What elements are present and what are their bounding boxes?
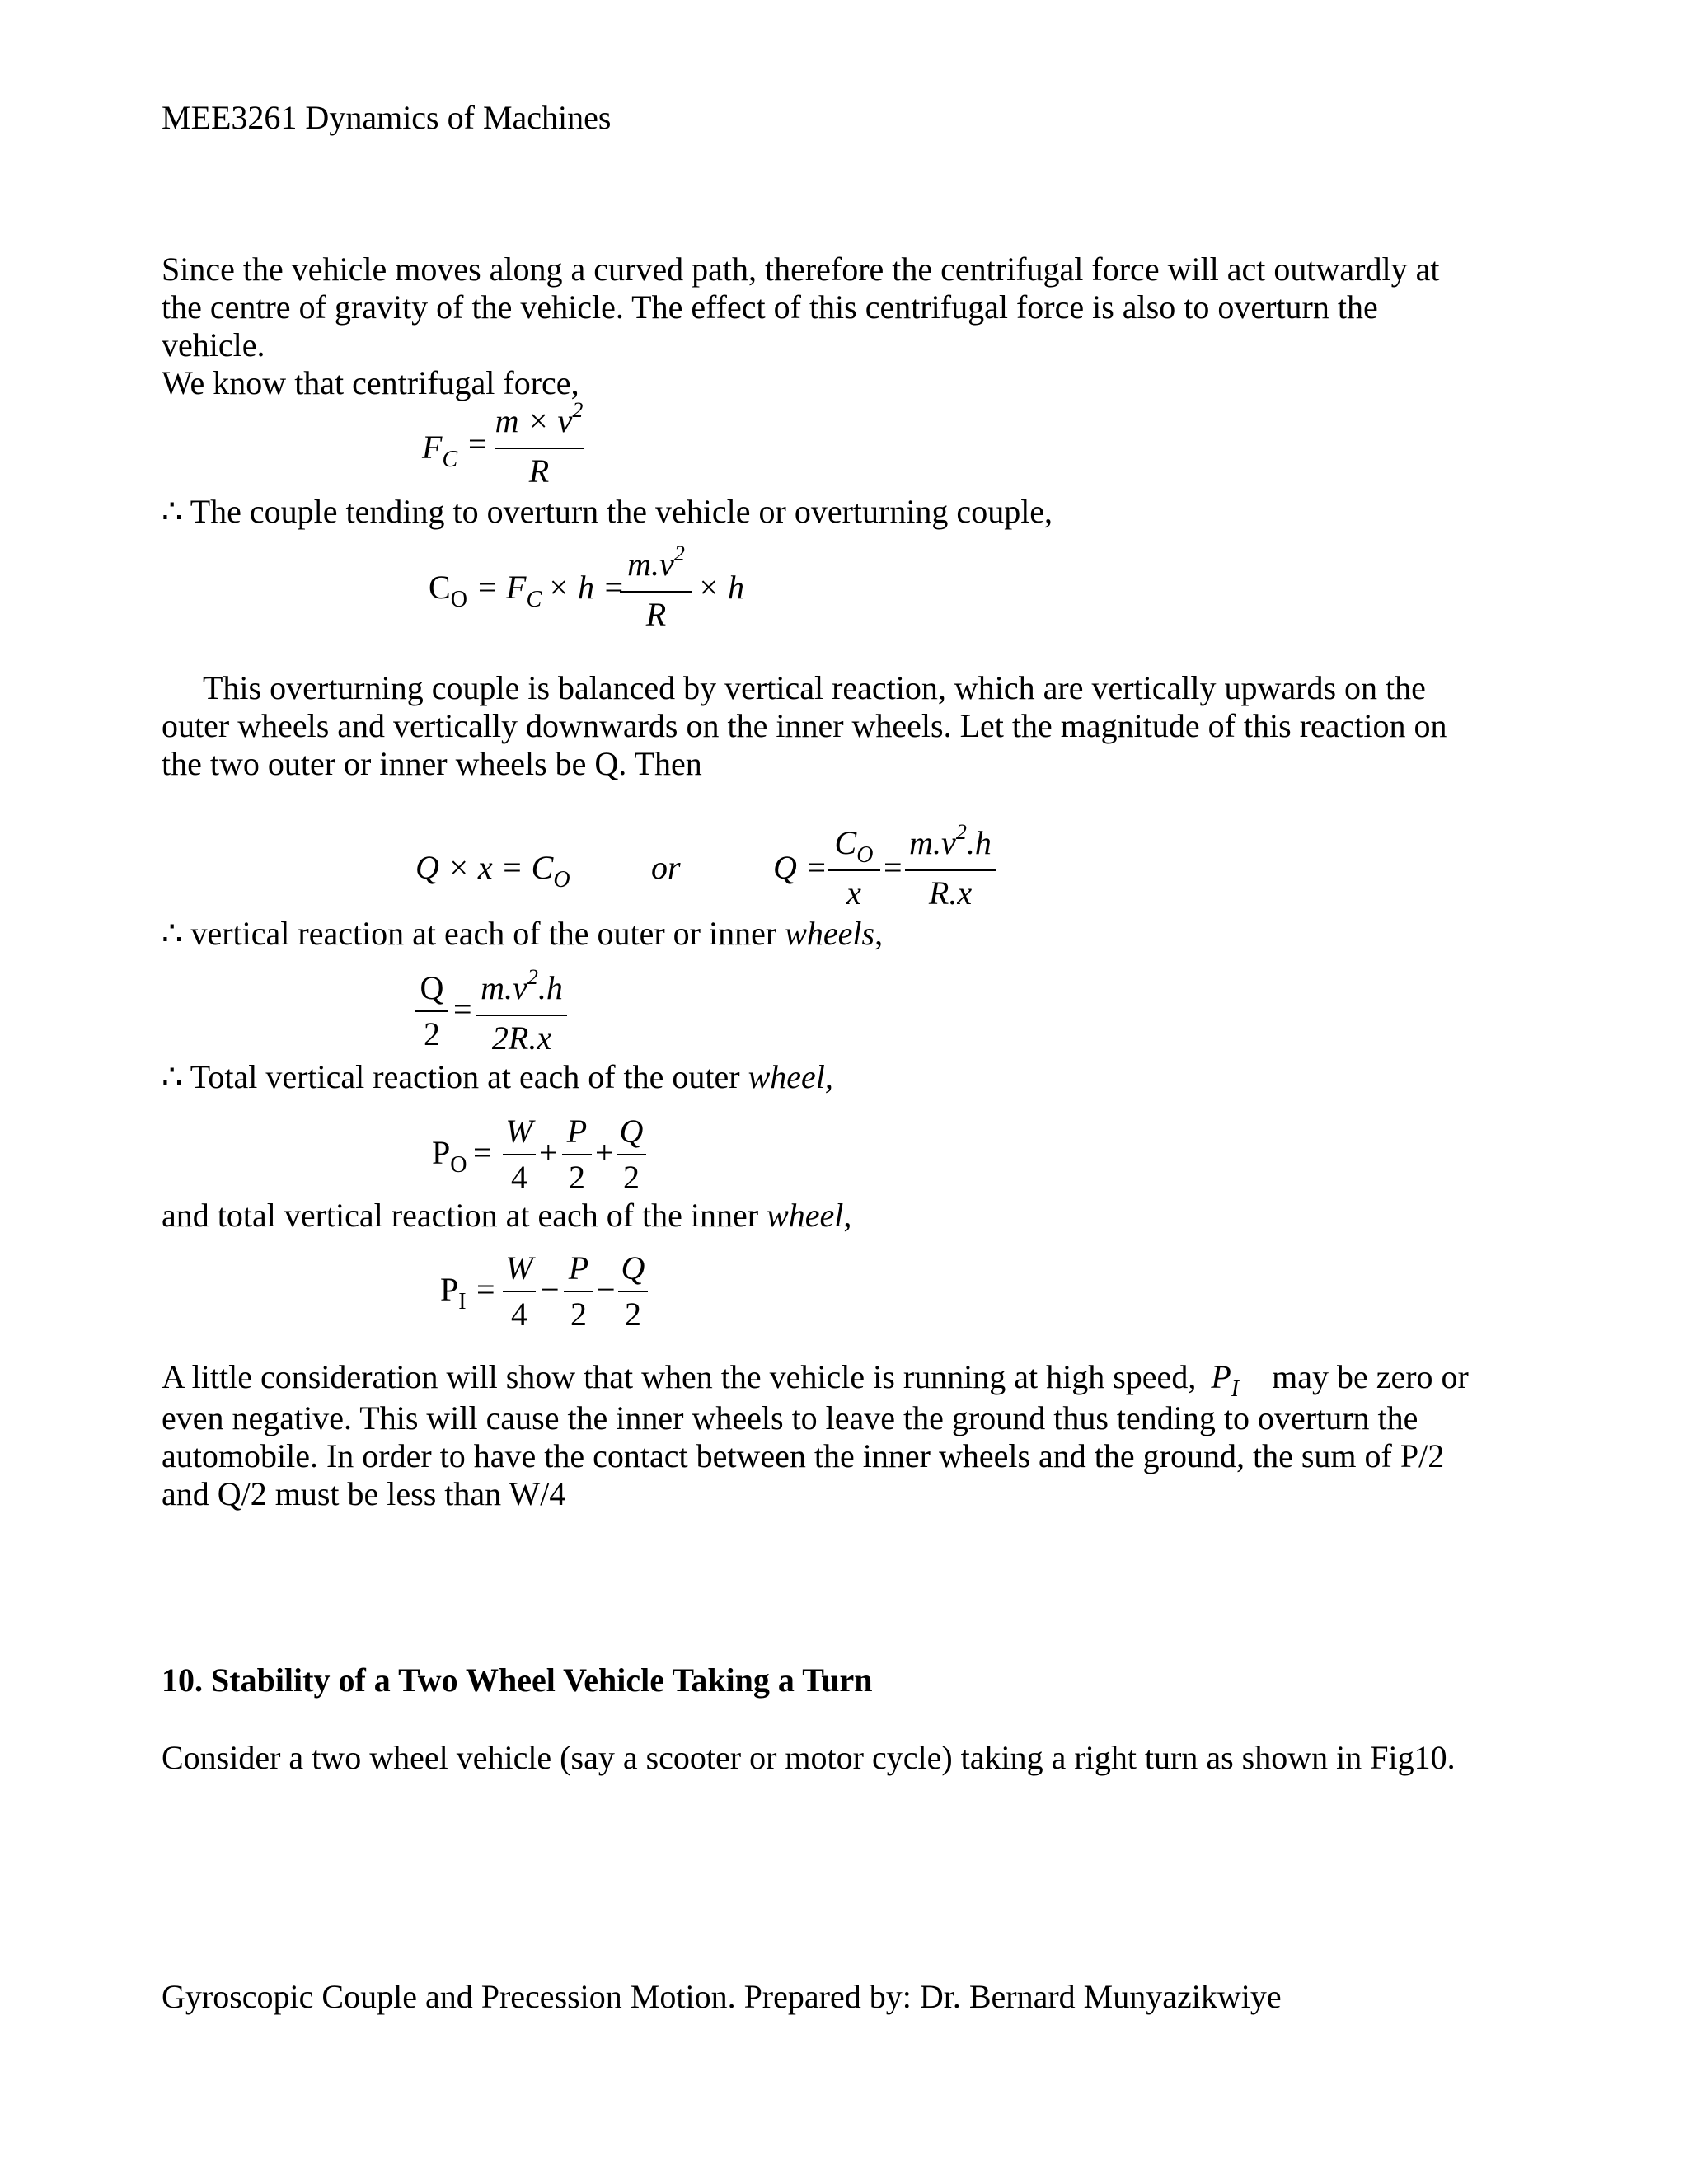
eq5-frac-w [503,1113,536,1197]
para7-line1: A little consideration will show that when the vehicle is running at high speed, $P_I$ may be zero or [162,1358,1469,1402]
eq6-equals: = [476,1271,495,1308]
para7-line4: and Q/2 must be less than W/4 [162,1475,566,1512]
para7-line3: automobile. In order to have the contact between the inner wheels and the ground, the sum of P/2 [162,1437,1445,1474]
para1-line1: Since the vehicle moves along a curved path, therefore the centrifugal force will act outwardly at [162,251,1440,288]
eq4-equals: = [453,991,472,1028]
eq5-equals: = [473,1134,492,1171]
eq3-left: $Q \times x = C_O$ [415,849,570,893]
page-footer: Gyroscopic Couple and Precession Motion. Prepared by: Dr. Bernard Munyazikwiye [162,1978,1282,2015]
eq5-2a: 2 [569,1159,585,1196]
eq3-f2-denominator: R.x [928,874,973,912]
eq1-numerator: $m \times v^2$ [495,398,584,439]
eq6-w: W [505,1249,533,1286]
eq6-frac-q [618,1249,648,1333]
eq3-fraction-2 [905,820,996,912]
para1-line3: vehicle. [162,326,265,363]
para3-line2: outer wheels and vertically downwards on the inner wheels. Let the magnitude of this reaction on [162,707,1447,744]
eq4-right-numerator: $m.v^2.h$ [481,965,563,1006]
eq6-op2: − [597,1271,616,1308]
eq5-4: 4 [511,1159,528,1196]
eq1-lhs: $F_C$ [422,429,458,472]
eq2-fc: $F_C$ [506,569,542,612]
eq2-tail: × h [697,569,744,606]
eq4-left-denominator: 2 [424,1015,440,1052]
eq2-denominator: R [645,596,667,633]
page-header: MEE3261 Dynamics of Machines [162,99,612,136]
eq5-op2: + [595,1134,614,1171]
para5-line1: ∴ Total vertical reaction at each of the outer wheel, [162,1058,833,1095]
eq5-op1: + [539,1134,558,1171]
eq2-times-h: × h = [547,569,625,606]
section-10-text: Consider a two wheel vehicle (say a scooter or motor cycle) taking a right turn as shown in Fig10. [162,1739,1456,1776]
eq6-frac-p [564,1249,593,1333]
eq6-2a: 2 [570,1296,587,1333]
eq4-right-denominator: 2R.x [491,1019,552,1057]
eq2-equals: = [478,569,497,606]
eq2-fraction [620,541,692,634]
eq2-numerator: $m.v^2$ [627,541,685,583]
eq3-equals: = [884,849,903,886]
eq5-2b: 2 [623,1159,640,1196]
eq3-f2-numerator: $m.v^2.h$ [909,820,992,861]
para7-line2: even negative. This will cause the inner wheels to leave the ground thus tending to overturn the [162,1399,1418,1436]
eq5-frac-q [617,1113,646,1197]
eq5-q: Q [619,1113,644,1150]
eq6-op1: − [541,1271,560,1308]
para1-line2: the centre of gravity of the vehicle. The effect of this centrifugal force is also to overturn the [162,288,1378,326]
eq6-lhs: $P_I$ [440,1271,467,1315]
para6-line1: and total vertical reaction at each of the inner wheel, [162,1197,852,1234]
eq5-p: P [566,1113,588,1150]
section-10-heading: 10. Stability of a Two Wheel Vehicle Taking a Turn [162,1661,873,1699]
eq3-f1-denominator: x [846,874,861,912]
eq5-frac-p [562,1113,592,1197]
eq6-q: Q [621,1249,645,1286]
eq3-f1-numerator: $C_O$ [834,824,874,868]
eq6-frac-w [503,1249,536,1333]
para7-symbol-pi: $P_I$ [1211,1358,1240,1402]
eq4-fraction-left [415,969,448,1053]
eq6-p: P [568,1249,589,1286]
para4-line1: ∴ vertical reaction at each of the outer or inner wheels, [162,915,884,952]
eq6-2b: 2 [625,1296,641,1333]
eq3-fraction-1 [828,824,880,912]
eq1-equals: = [468,425,487,462]
para2-line1: ∴ The couple tending to overturn the vehicle or overturning couple, [162,493,1053,530]
eq2-lhs: $C_O$ [429,569,467,612]
eq1-fraction [495,398,584,490]
para1-line4: We know that centrifugal force, [162,364,579,401]
eq4-left-numerator: Q [420,969,444,1006]
para3-line3: the two outer or inner wheels be Q. Then [162,745,702,782]
eq5-w: W [505,1113,533,1150]
eq3-q: Q = [773,849,828,886]
eq4-fraction-right [476,965,567,1057]
eq6-4: 4 [511,1296,528,1333]
eq3-or: or [651,849,681,886]
eq1-denominator: R [528,452,550,490]
para3-line1: This overturning couple is balanced by vertical reaction, which are vertically upwards on the [203,669,1426,706]
eq5-lhs: $P_O$ [432,1134,467,1178]
